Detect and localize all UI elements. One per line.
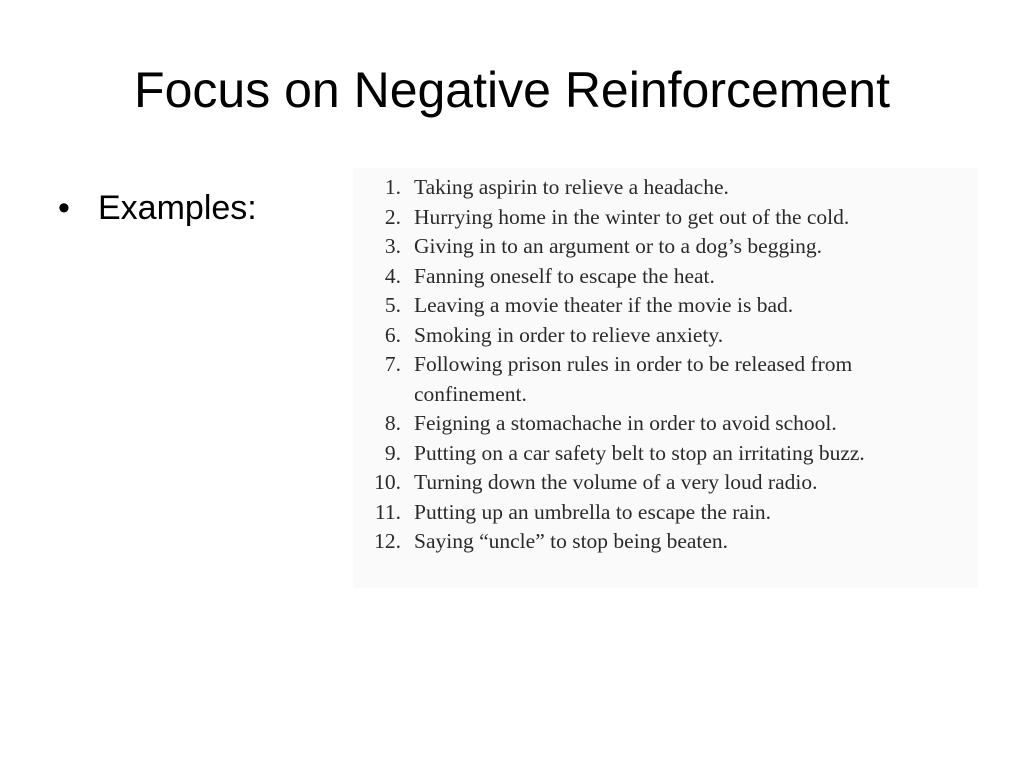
list-item-text: Fanning oneself to escape the heat.: [414, 263, 715, 288]
list-item: [353, 498, 978, 528]
bullet-label: Examples:: [98, 189, 257, 227]
examples-image: [353, 168, 978, 588]
list-item-text: Saying “uncle” to stop being beaten.: [414, 529, 729, 553]
list-item-number: 3.: [384, 234, 401, 258]
list-item-text: Putting on a car safety belt to stop an irritating buzz.: [414, 440, 865, 465]
slide-title: Focus on Negative Reinforcement: [134, 62, 890, 118]
list-item-number: 2.: [384, 204, 401, 229]
list-item-text: Following prison rules in order to be released from confinement.: [414, 352, 853, 406]
bullet-item: [58, 188, 257, 229]
list-item: [353, 439, 978, 469]
list-item-text: Taking aspirin to relieve a headache.: [414, 175, 729, 199]
list-item: [353, 291, 978, 321]
list-item: [353, 173, 978, 203]
list-item: [353, 409, 978, 439]
list-item: [353, 350, 978, 409]
list-item-number: 7.: [384, 352, 401, 376]
list-item-text: Leaving a movie theater if the movie is bad.: [414, 293, 794, 317]
list-item-text: Putting up an umbrella to escape the rain.: [414, 499, 772, 524]
list-item-text: Turning down the volume of a very loud radio.: [414, 470, 818, 494]
list-item-number: 1.: [384, 175, 401, 199]
list-item-number: 4.: [384, 263, 401, 288]
list-item-number: 12.: [374, 529, 401, 553]
list-item-text: Giving in to an argument or to a dog’s begging.: [414, 234, 823, 258]
list-item-number: 11.: [374, 499, 401, 524]
list-item-number: 6.: [384, 322, 401, 347]
bullet-icon: •: [58, 189, 70, 227]
list-item-text: Feigning a stomachache in order to avoid school.: [414, 411, 837, 435]
list-item: [353, 262, 978, 292]
list-item-text: Smoking in order to relieve anxiety.: [414, 322, 724, 347]
list-item: [353, 527, 978, 557]
list-item-number: 9.: [384, 440, 401, 465]
list-item: [353, 203, 978, 233]
list-item-number: 10.: [374, 470, 401, 494]
examples-list: [353, 173, 978, 557]
list-item-number: 8.: [384, 411, 401, 435]
list-item: [353, 321, 978, 351]
list-item-text: Hurrying home in the winter to get out of the cold.: [414, 204, 850, 229]
list-item-number: 5.: [384, 293, 401, 317]
list-item: [353, 468, 978, 498]
list-item: [353, 232, 978, 262]
